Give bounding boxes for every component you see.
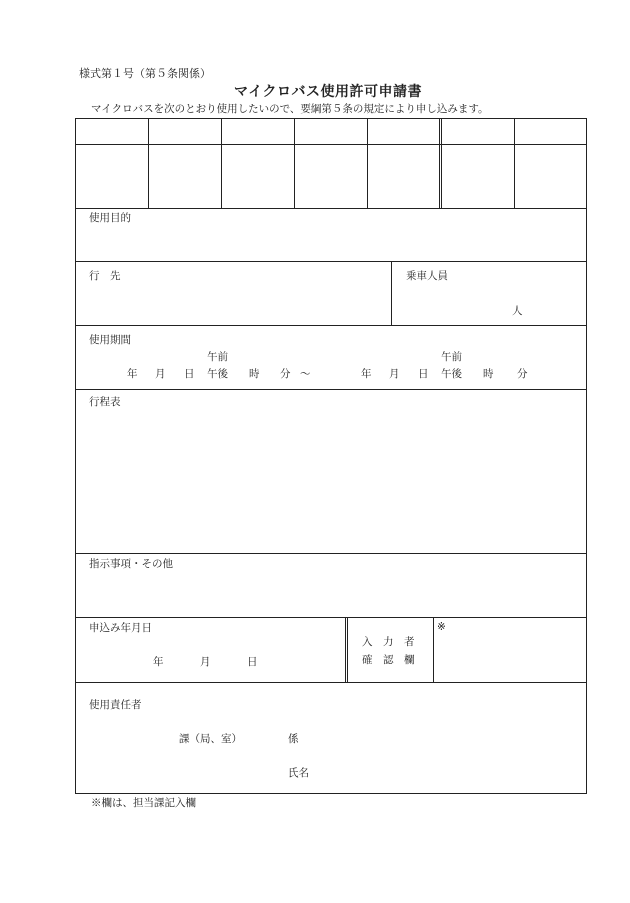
section-label: 係 [288, 733, 299, 745]
grid-col-6 [514, 118, 515, 208]
intro-text: マイクロバスを次のとおり使用したいので、要綱第５条の規定により申し込みます。 [91, 103, 489, 115]
approval-cell[interactable] [150, 146, 220, 206]
grid-col-3 [294, 118, 295, 208]
approval-cell[interactable] [516, 146, 585, 206]
itinerary-label: 行程表 [89, 396, 121, 408]
grid-col-5-double [439, 118, 442, 208]
period-pm-end: 午後 [441, 368, 462, 380]
responsible-label: 使用責任者 [89, 699, 142, 711]
start-minute-unit: 分 [280, 368, 291, 380]
apply-date-divider [345, 617, 348, 682]
end-hour-unit: 時 [483, 368, 494, 380]
instructions-label: 指示事項・その他 [89, 558, 173, 570]
row-divider-4 [75, 389, 587, 390]
approval-cell[interactable] [369, 146, 438, 206]
row-divider-1 [75, 208, 587, 209]
purpose-label: 使用目的 [89, 212, 131, 224]
approval-cell[interactable] [443, 146, 513, 206]
apply-year-unit: 年 [153, 656, 164, 668]
destination-divider [391, 261, 392, 325]
row-divider-2 [75, 261, 587, 262]
period-am-end: 午前 [441, 351, 462, 363]
confirm-label-line1: 入 力 者 [362, 636, 415, 648]
grid-col-4 [367, 118, 368, 208]
start-hour-unit: 時 [249, 368, 260, 380]
approval-cell[interactable] [296, 146, 366, 206]
period-label: 使用期間 [89, 334, 131, 346]
confirm-divider [433, 617, 434, 682]
application-form-frame [75, 118, 587, 794]
form-number: 様式第１号（第５条関係） [79, 67, 211, 80]
start-year-unit: 年 [127, 368, 138, 380]
apply-month-unit: 月 [200, 656, 211, 668]
grid-col-1 [148, 118, 149, 208]
apply-date-label: 申込み年月日 [89, 622, 152, 634]
approval-cell[interactable] [77, 146, 147, 206]
row-divider-5 [75, 553, 587, 554]
end-minute-unit: 分 [517, 368, 528, 380]
grid-col-2 [221, 118, 222, 208]
start-day-unit: 日 [184, 368, 195, 380]
header-grid-divider [75, 144, 587, 145]
passengers-label: 乗車人員 [406, 270, 448, 282]
period-pm-start: 午後 [207, 368, 228, 380]
footnote: ※欄は、担当課記入欄 [91, 797, 196, 809]
passengers-unit: 人 [512, 305, 523, 317]
name-label: 氏名 [288, 767, 309, 779]
approval-cell[interactable] [223, 146, 293, 206]
office-use-mark: ※ [437, 621, 446, 633]
end-year-unit: 年 [361, 368, 372, 380]
end-month-unit: 月 [389, 368, 400, 380]
apply-day-unit: 日 [247, 656, 258, 668]
dept-label: 課（局、室） [179, 733, 242, 745]
destination-label: 行 先 [89, 270, 121, 282]
period-am-start: 午前 [207, 351, 228, 363]
period-tilde: ～ [300, 368, 311, 380]
confirm-label-line2: 確 認 欄 [362, 654, 415, 666]
row-divider-7 [75, 682, 587, 683]
row-divider-3 [75, 325, 587, 326]
page-title: マイクロバス使用許可申請書 [234, 84, 422, 100]
start-month-unit: 月 [155, 368, 166, 380]
end-day-unit: 日 [418, 368, 429, 380]
row-divider-6 [75, 617, 587, 618]
